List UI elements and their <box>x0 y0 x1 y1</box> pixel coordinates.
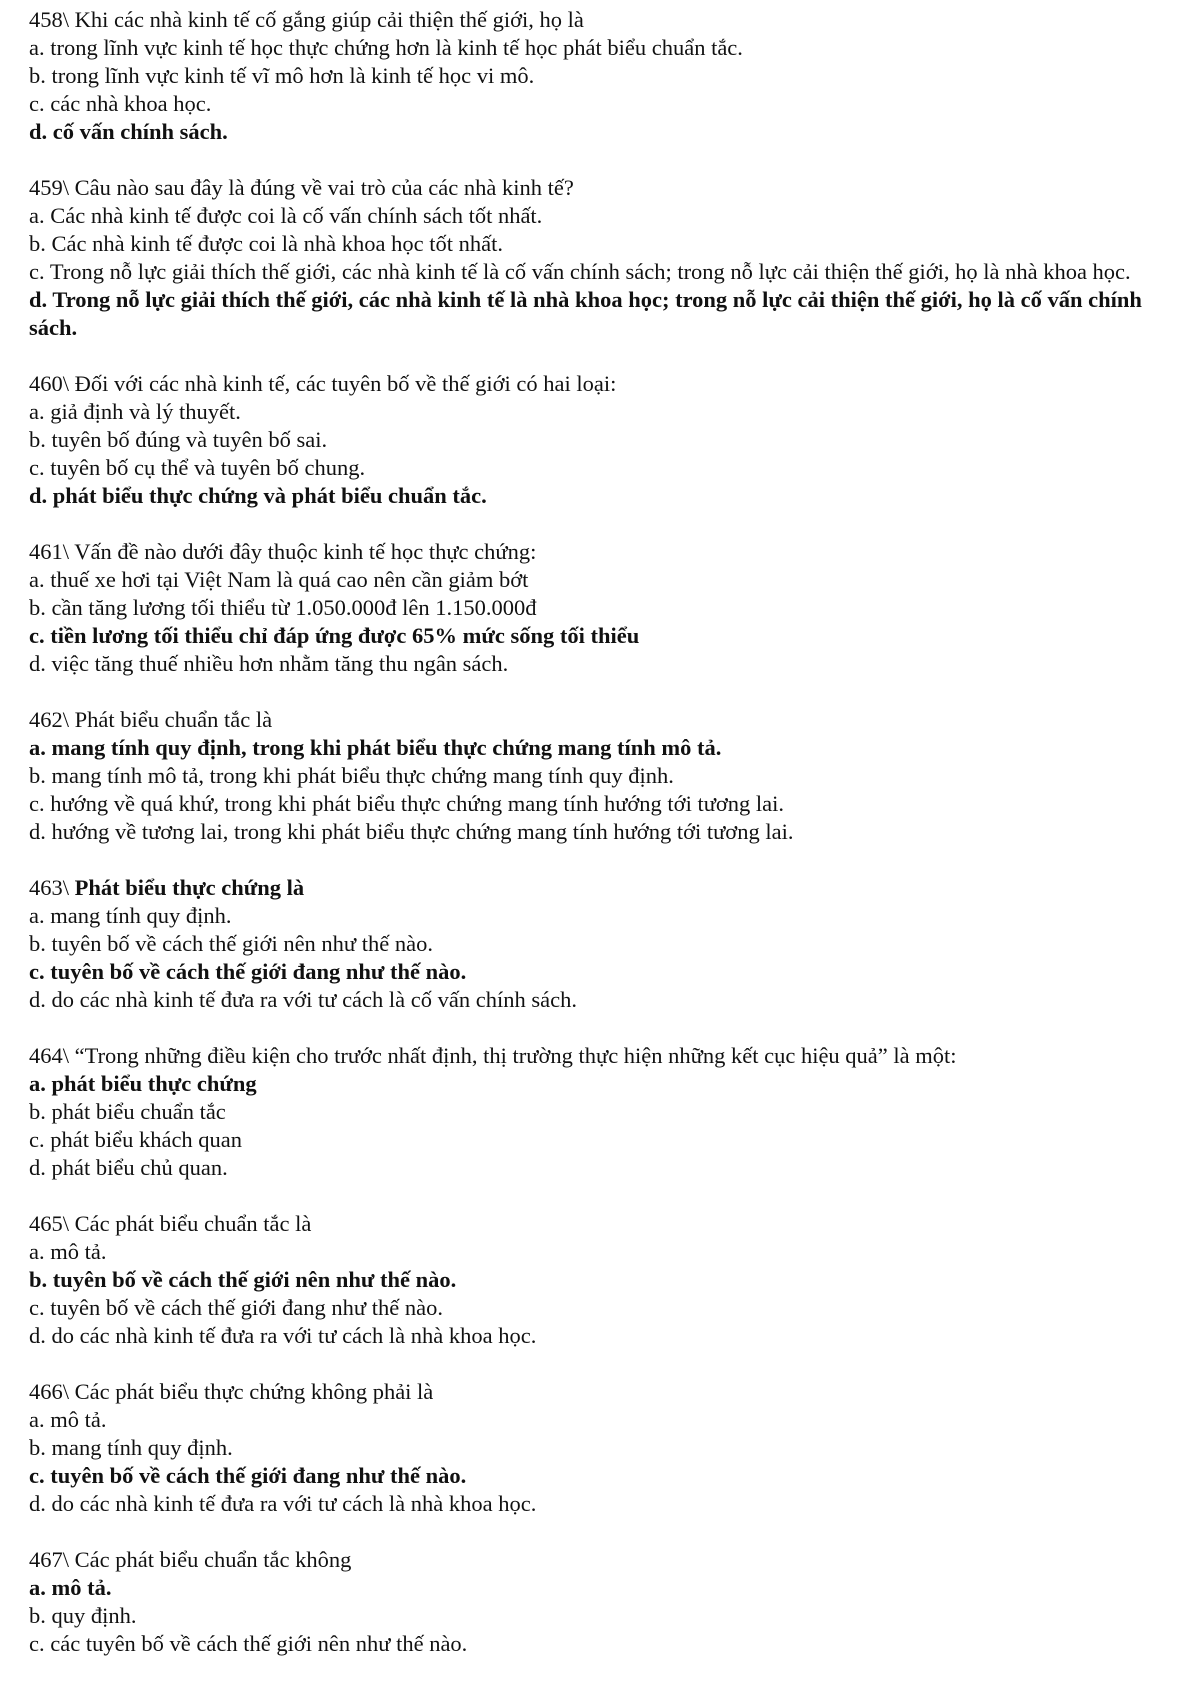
question-stem: 460\ Đối với các nhà kinh tế, các tuyên bố về thế giới có hai loại: <box>29 371 617 396</box>
answer-option-b: b. mang tính quy định. <box>29 1435 233 1460</box>
question-stem-text: Phát biểu thực chứng là <box>74 875 305 900</box>
correct-answer-option-c: c. tiền lương tối thiểu chỉ đáp ứng được 65% mức sống tối thiểu <box>29 623 640 648</box>
question-462 <box>29 706 1166 846</box>
correct-answer-option-c: c. tuyên bố về cách thế giới đang như thế nào. <box>29 1463 467 1488</box>
answer-option-b: b. cần tăng lương tối thiểu từ 1.050.000đ lên 1.150.000đ <box>29 595 537 620</box>
answer-option-d: d. hướng về tương lai, trong khi phát biểu thực chứng mang tính hướng tới tương lai. <box>29 819 794 844</box>
question-stem: 458\ Khi các nhà kinh tế cố gắng giúp cải thiện thế giới, họ là <box>29 7 584 32</box>
answer-option-d: d. do các nhà kinh tế đưa ra với tư cách là nhà khoa học. <box>29 1323 537 1348</box>
question-stem: 462\ Phát biểu chuẩn tắc là <box>29 707 273 732</box>
answer-option-c: c. các tuyên bố về cách thế giới nên như thế nào. <box>29 1631 468 1656</box>
correct-answer-option-b: b. tuyên bố về cách thế giới nên như thế nào. <box>29 1267 457 1292</box>
question-stem: 465\ Các phát biểu chuẩn tắc là <box>29 1211 312 1236</box>
correct-answer-option-a: a. mang tính quy định, trong khi phát biểu thực chứng mang tính mô tả. <box>29 735 722 760</box>
correct-answer-option-d: d. cố vấn chính sách. <box>29 119 228 144</box>
answer-option-b: b. mang tính mô tả, trong khi phát biểu thực chứng mang tính quy định. <box>29 763 674 788</box>
answer-option-a: a. mô tả. <box>29 1239 107 1264</box>
answer-option-c: c. phát biểu khách quan <box>29 1127 243 1152</box>
answer-option-b: b. quy định. <box>29 1603 137 1628</box>
question-463 <box>29 874 1166 1014</box>
question-466 <box>29 1378 1166 1518</box>
question-465 <box>29 1210 1166 1350</box>
answer-option-c: c. tuyên bố về cách thế giới đang như thế nào. <box>29 1295 443 1320</box>
question-number: 463\ <box>29 875 75 900</box>
answer-option-d: d. việc tăng thuế nhiều hơn nhằm tăng thu ngân sách. <box>29 651 509 676</box>
answer-option-a: a. mô tả. <box>29 1407 107 1432</box>
answer-option-a: a. mang tính quy định. <box>29 903 232 928</box>
question-stem: 461\ Vấn đề nào dưới đây thuộc kinh tế học thực chứng: <box>29 539 537 564</box>
answer-option-c: c. các nhà khoa học. <box>29 91 212 116</box>
correct-answer-option-d: d. phát biểu thực chứng và phát biểu chuẩn tắc. <box>29 483 487 508</box>
correct-answer-option-a: a. phát biểu thực chứng <box>29 1071 257 1096</box>
question-stem: 459\ Câu nào sau đây là đúng về vai trò của các nhà kinh tế? <box>29 175 574 200</box>
answer-option-d: d. do các nhà kinh tế đưa ra với tư cách là nhà khoa học. <box>29 1491 537 1516</box>
question-461 <box>29 538 1166 678</box>
question-stem: 466\ Các phát biểu thực chứng không phải là <box>29 1379 434 1404</box>
answer-option-b: b. tuyên bố đúng và tuyên bố sai. <box>29 427 328 452</box>
correct-answer-option-a: a. mô tả. <box>29 1575 112 1600</box>
answer-option-a: a. trong lĩnh vực kinh tế học thực chứng hơn là kinh tế học phát biểu chuẩn tắc. <box>29 35 743 60</box>
answer-option-c: c. tuyên bố cụ thể và tuyên bố chung. <box>29 455 366 480</box>
answer-option-d: d. do các nhà kinh tế đưa ra với tư cách là cố vấn chính sách. <box>29 987 577 1012</box>
answer-option-a: a. thuế xe hơi tại Việt Nam là quá cao nên cần giảm bớt <box>29 567 529 592</box>
question-467 <box>29 1546 1166 1658</box>
question-460 <box>29 370 1166 510</box>
answer-option-d: d. phát biểu chủ quan. <box>29 1155 228 1180</box>
answer-option-c: c. Trong nỗ lực giải thích thế giới, các nhà kinh tế là cố vấn chính sách; trong nỗ lực cải thiện thế giới, họ là nhà khoa học. <box>29 259 1131 284</box>
question-464 <box>29 1042 1166 1182</box>
question-stem <box>29 874 1166 902</box>
answer-option-a: a. giả định và lý thuyết. <box>29 399 241 424</box>
question-458 <box>29 6 1166 146</box>
answer-option-c: c. hướng về quá khứ, trong khi phát biểu thực chứng mang tính hướng tới tương lai. <box>29 791 785 816</box>
answer-option-b: b. trong lĩnh vực kinh tế vĩ mô hơn là kinh tế học vi mô. <box>29 63 535 88</box>
question-stem: 467\ Các phát biểu chuẩn tắc không <box>29 1547 352 1572</box>
question-stem: 464\ “Trong những điều kiện cho trước nhất định, thị trường thực hiện những kết cục hiệu quả” là một: <box>29 1043 957 1068</box>
correct-answer-option-d: d. Trong nỗ lực giải thích thế giới, các nhà kinh tế là nhà khoa học; trong nỗ lực cải thiện thế giới, họ là cố vấn chính sách. <box>29 287 1142 340</box>
answer-option-b: b. phát biểu chuẩn tắc <box>29 1099 226 1124</box>
question-459 <box>29 174 1166 342</box>
answer-option-a: a. Các nhà kinh tế được coi là cố vấn chính sách tốt nhất. <box>29 203 543 228</box>
correct-answer-option-c: c. tuyên bố về cách thế giới đang như thế nào. <box>29 959 467 984</box>
answer-option-b: b. tuyên bố về cách thế giới nên như thế nào. <box>29 931 433 956</box>
answer-option-b: b. Các nhà kinh tế được coi là nhà khoa học tốt nhất. <box>29 231 503 256</box>
